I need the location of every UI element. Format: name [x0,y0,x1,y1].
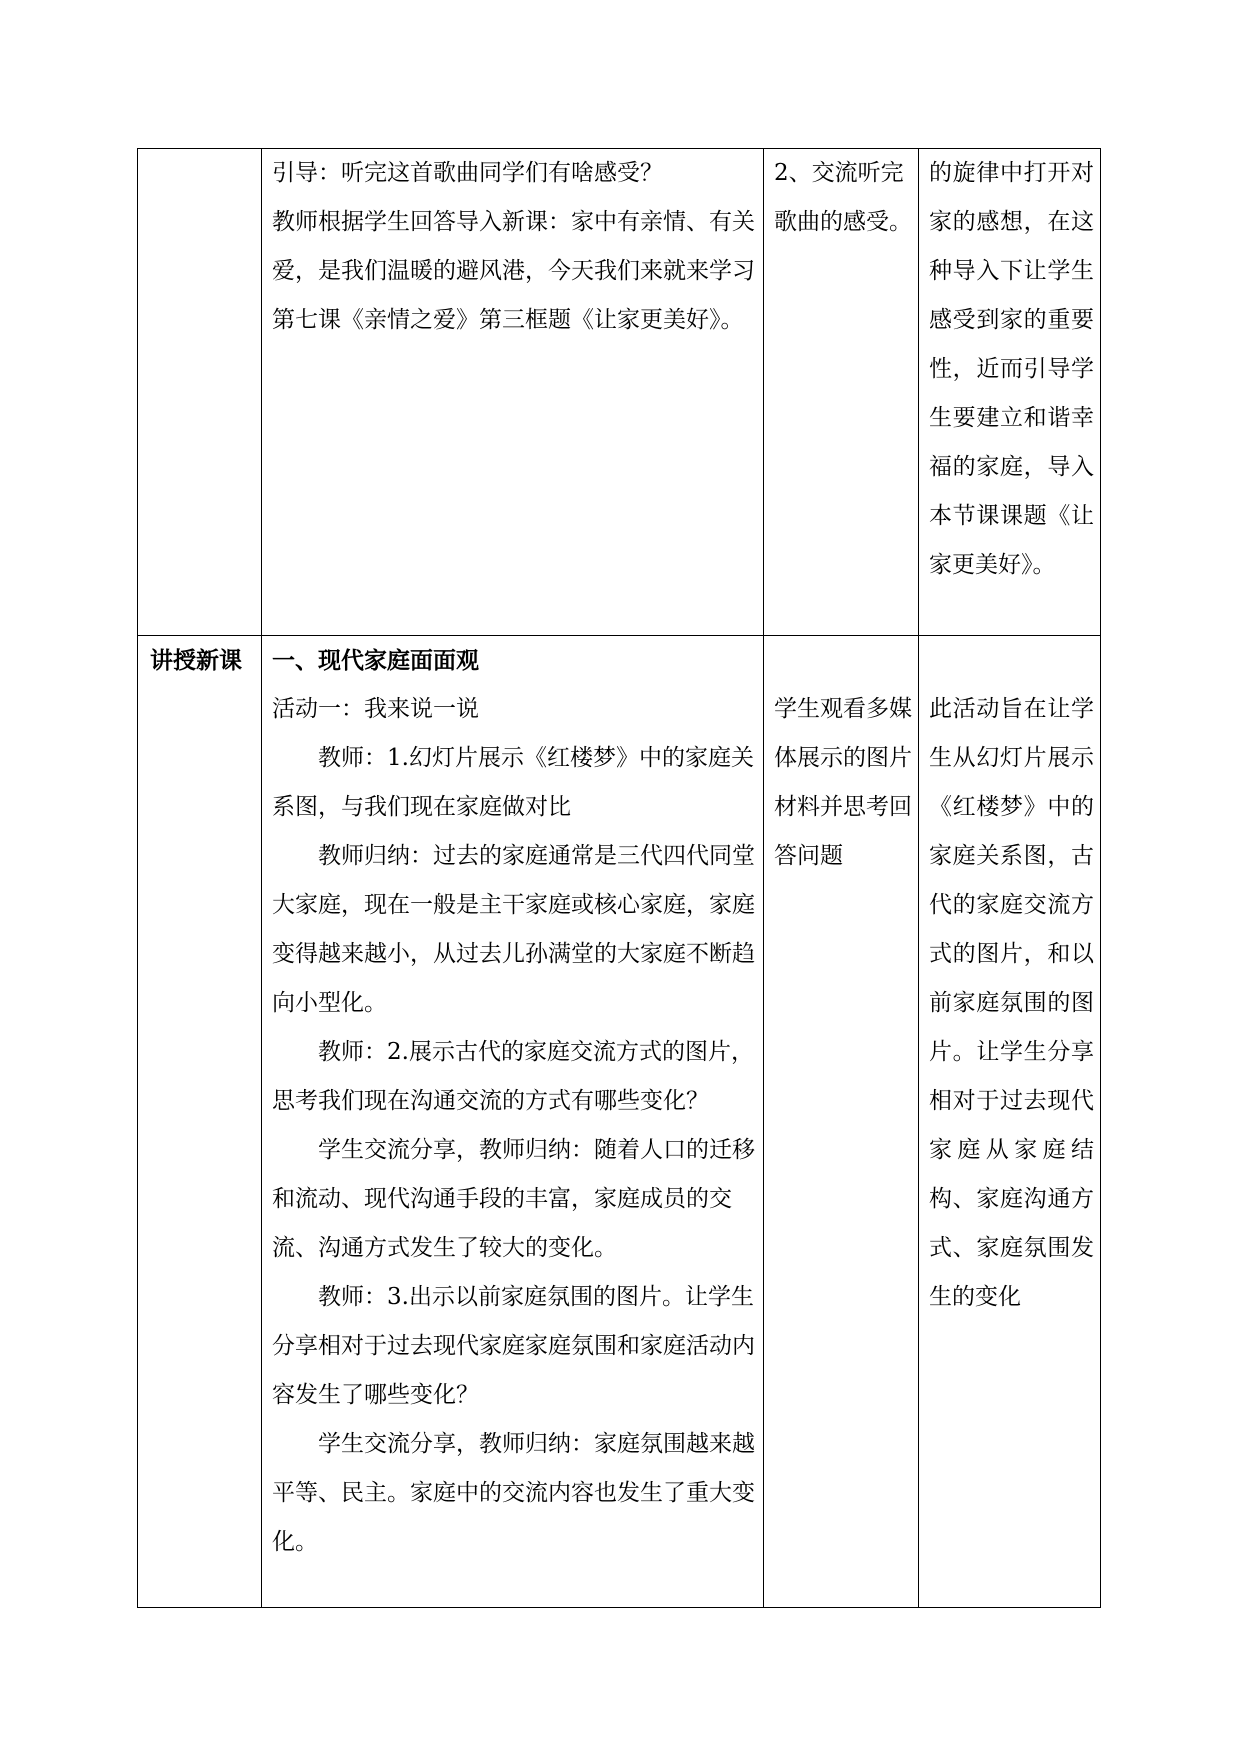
teacher-paragraph-4: 学生交流分享，教师归纳：随着人口的迁移和流动、现代沟通手段的丰富，家庭成员的交流、沟通方式发生了较大的变化。 [272,1137,755,1261]
spacer [929,636,1094,685]
lesson-plan-table [137,148,1101,1608]
teacher-paragraph-6: 学生交流分享，教师归纳：家庭氛围越来越平等、民主。家庭中的交流内容也发生了重大变化。 [272,1431,755,1555]
table-row [138,636,1101,1608]
teacher-paragraph-2: 教师归纳：过去的家庭通常是三代四代同堂大家庭，现在一般是主干家庭或核心家庭，家庭变得越来越小，从过去儿孙满堂的大家庭不断趋向小型化。 [272,843,755,1016]
design-intent-text: 此活动旨在让学生从幻灯片展示《红楼梦》中的家庭关系图，古代的家庭交流方式的图片，和以前家庭氛围的图片。让学生分享相对于过去现代家庭从家庭结构、家庭沟通方式、家庭氛围发生的变化 [929,696,1094,1310]
activity-title: 活动一：我来说一说 [272,696,479,722]
design-intent-cell [919,636,1101,1608]
table-row [138,149,1101,636]
section-heading: 一、现代家庭面面观 [272,647,479,674]
teacher-activity-cell [262,636,764,1608]
teacher-paragraph-1: 教师：1.幻灯片展示《红楼梦》中的家庭关系图，与我们现在家庭做对比 [272,745,754,820]
teacher-activity-cell [262,149,764,636]
teacher-paragraph-5: 教师：3.出示以前家庭氛围的图片。让学生分享相对于过去现代家庭家庭氛围和家庭活动内容发生了哪些变化？ [272,1284,755,1408]
design-intent-cell: 的旋律中打开对家的感想，在这种导入下让学生感受到家的重要性，近而引导学生要建立和谐幸福的家庭，导入本节课课题《让家更美好》。 [919,149,1101,636]
student-activity-cell: 2、交流听完歌曲的感受。 [764,149,919,636]
student-activity-cell [764,636,919,1608]
student-activity-text: 学生观看多媒体展示的图片材料并思考回答问题 [774,696,912,869]
stage-cell: 讲授新课 [138,636,262,1608]
stage-cell [138,149,262,636]
guide-question: 引导：听完这首歌曲同学们有啥感受？ [272,160,663,186]
teacher-paragraph-3: 教师：2.展示古代的家庭交流方式的图片，思考我们现在沟通交流的方式有哪些变化？ [272,1039,754,1114]
spacer [774,636,912,685]
lesson-introduction: 教师根据学生回答导入新课：家中有亲情、有关爱，是我们温暖的避风港，今天我们来就来学习第七课《亲情之爱》第三框题《让家更美好》。 [272,209,755,333]
